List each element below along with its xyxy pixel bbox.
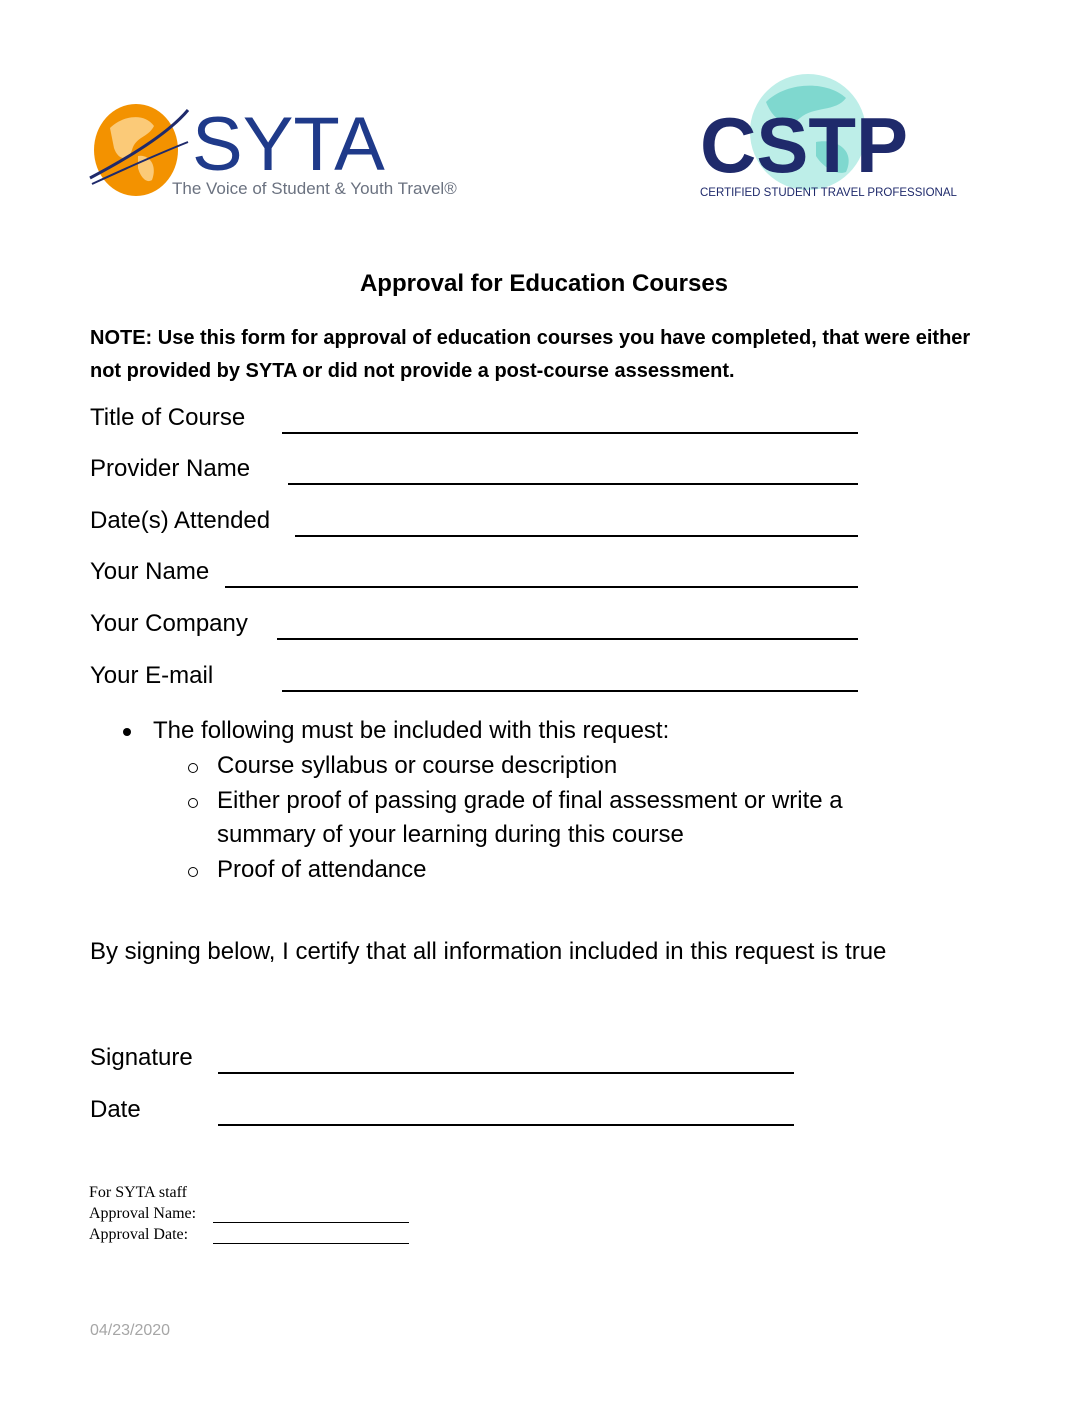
syta-logo [88, 98, 457, 202]
approval-name-input[interactable] [213, 1222, 409, 1223]
approval-date-label: Approval Date: [89, 1226, 189, 1243]
sub-bullet-icon [188, 867, 198, 877]
svg-text:CSTP: CSTP [700, 101, 909, 189]
form-title: Approval for Education Courses [359, 270, 729, 297]
svg-text:SYTA: SYTA [192, 102, 385, 187]
your-name-input[interactable] [225, 586, 858, 588]
svg-text:CERTIFIED STUDENT TRAVEL PROFE: CERTIFIED STUDENT TRAVEL PROFESSIONAL [700, 187, 957, 199]
svg-text:The Voice of Student & Youth T: The Voice of Student & Youth Travel® [172, 179, 457, 198]
field-label-your-company: Your Company [90, 610, 248, 637]
dates-attended-input[interactable] [295, 535, 858, 537]
staff-heading: For SYTA staff [89, 1184, 187, 1201]
provider-name-input[interactable] [288, 483, 858, 485]
requirement-item: Proof of attendance [217, 856, 427, 883]
footer-date: 04/23/2020 [90, 1322, 171, 1339]
certify-statement: By signing below, I certify that all information included in this request is true [90, 938, 887, 965]
your-email-input[interactable] [282, 690, 858, 692]
field-label-date: Date [90, 1096, 141, 1123]
signature-input[interactable] [218, 1072, 794, 1074]
field-label-your-email: Your E-mail [90, 662, 214, 689]
form-note: NOTE: Use this form for approval of education courses you have completed, that were either not provided by SYTA or did not provide a post-course assessment. [90, 327, 971, 382]
requirements-intro: The following must be included with this request: [153, 717, 670, 744]
date-input[interactable] [218, 1124, 794, 1126]
requirement-item: Course syllabus or course description [217, 752, 618, 779]
sub-bullet-icon [188, 763, 198, 773]
approval-name-label: Approval Name: [89, 1205, 197, 1222]
approval-date-input[interactable] [213, 1243, 409, 1244]
field-label-signature: Signature [90, 1044, 193, 1071]
bullet-icon [123, 728, 131, 736]
field-label-your-name: Your Name [90, 558, 210, 585]
your-company-input[interactable] [277, 638, 858, 640]
field-label-title-of-course: Title of Course [90, 404, 246, 431]
field-label-provider-name: Provider Name [90, 455, 251, 482]
sub-bullet-icon [188, 798, 198, 808]
cstp-logo [696, 72, 957, 202]
field-label-dates-attended: Date(s) Attended [90, 507, 271, 534]
title-of-course-input[interactable] [282, 432, 858, 434]
requirement-item: Either proof of passing grade of final assessment or write a summary of your learning during this course [217, 787, 843, 848]
